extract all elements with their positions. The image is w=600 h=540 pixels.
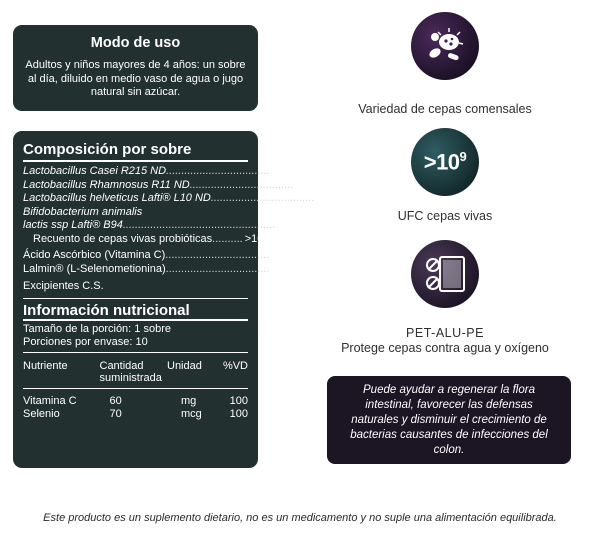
column-header: Nutriente bbox=[23, 357, 100, 389]
packaging-icon bbox=[411, 240, 479, 308]
feature-ufc bbox=[315, 128, 575, 224]
table-cell: Selenio bbox=[23, 407, 60, 420]
feature-caption: UFC cepas vivas bbox=[397, 209, 493, 223]
nutrition-table bbox=[23, 357, 248, 421]
composicion-list bbox=[23, 165, 363, 294]
table-cell: 100 bbox=[229, 394, 248, 407]
table-cell: Vitamina C bbox=[23, 394, 77, 407]
informacion-nutricional-title: Información nutricional bbox=[23, 301, 190, 319]
list-item: Lactobacillus Casei R215 ND.................................. 15,75 mg bbox=[23, 165, 318, 177]
modo-de-uso-title: Modo de uso bbox=[90, 35, 181, 51]
bacteria-icon bbox=[411, 12, 479, 80]
disclaimer-text: Este producto es un suplemento dietario, no es un medicamento y no suple una alimentación equilibrada. bbox=[43, 512, 557, 524]
section-divider bbox=[23, 352, 248, 353]
table-row bbox=[23, 408, 248, 421]
table-header-row bbox=[23, 357, 248, 389]
excipientes-text: Excipientes C.S. bbox=[23, 280, 104, 292]
feature-caption-title: PET-ALU-PE bbox=[406, 326, 484, 340]
tamano-porcion: Tamaño de la porción: 1 sobre bbox=[23, 322, 171, 335]
table-cell: 60 bbox=[109, 394, 122, 407]
list-item: Ácido Ascórbico (Vitamina C).................................. 60 mg bbox=[23, 249, 302, 261]
table-cell: mg bbox=[181, 394, 197, 407]
feature-cepas bbox=[315, 12, 575, 117]
table-cell: mcg bbox=[181, 407, 202, 420]
modo-de-uso-text: Adultos y niños mayores de 4 años: un sobre al día, diluido en medio vaso de agua o jugo natural sin azúcar. bbox=[25, 59, 246, 98]
list-item: Lalmin® (L-Selenometionina).................................. 35 mg bbox=[23, 262, 303, 275]
feature-caption: Protege cepas contra agua y oxígeno bbox=[341, 341, 549, 355]
list-item: lactis ssp Lafti® B94.................................................. 2,25 mg bbox=[23, 219, 318, 231]
title-divider bbox=[23, 160, 248, 162]
modo-de-uso-panel bbox=[13, 25, 258, 111]
ufc-badge: $>10^9$ bbox=[411, 128, 479, 196]
column-header: Cantidad suministrada bbox=[100, 357, 168, 389]
benefit-box bbox=[327, 376, 571, 464]
benefit-text: Puede ayudar a regenerar la flora intestinal, favorecer las defensas naturales y disminuir el crecimiento de bacterias causantes de infecciones del colon. bbox=[350, 383, 548, 456]
title-divider bbox=[23, 319, 248, 321]
column-header: Unidad bbox=[167, 357, 217, 389]
feature-packaging bbox=[315, 240, 575, 356]
table-cell: 100 bbox=[229, 407, 248, 420]
list-item: Lactobacillus Rhamnosus R11 ND.................................. 13,50 mg bbox=[23, 178, 342, 191]
table-row bbox=[23, 388, 248, 408]
composicion-title: Composición por sobre bbox=[23, 141, 192, 158]
list-item: Bifidobacterium animalis bbox=[23, 205, 143, 218]
list-item: Lactobacillus helveticus Lafti® L10 ND.................................. 13,50 mg bbox=[23, 192, 363, 204]
table-cell: 70 bbox=[109, 407, 122, 420]
column-header: %VD bbox=[217, 357, 249, 389]
porciones-envase: Porciones por envase: 10 bbox=[23, 336, 148, 348]
list-item: Recuento de cepas vivas probióticas.......... >10⁹ UFC bbox=[33, 232, 294, 245]
composicion-panel bbox=[13, 131, 363, 468]
feature-caption: Variedad de cepas comensales bbox=[358, 102, 532, 116]
